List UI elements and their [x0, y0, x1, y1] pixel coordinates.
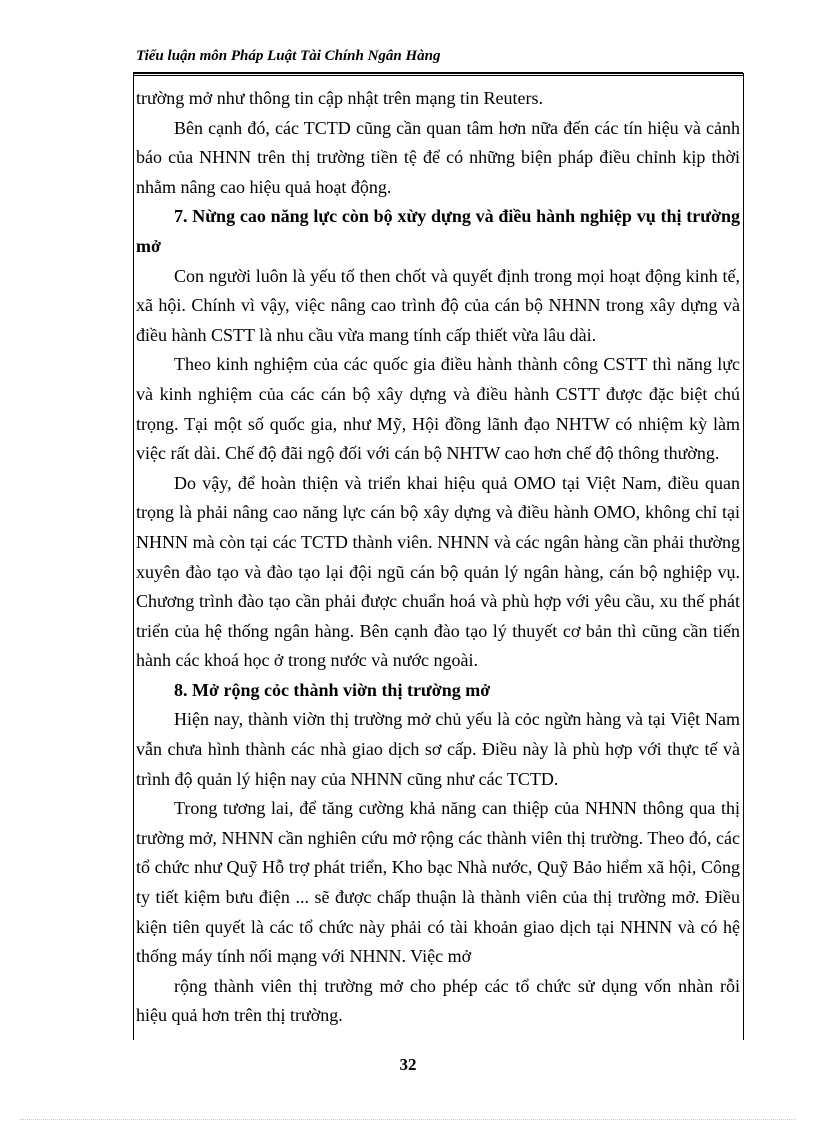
paragraph: Hiện nay, thành viờn thị trường mở chủ yếu là cỏc ngừn hàng và tại Việt Nam vẫn chưa hình thành các nhà giao dịch sơ cấp. Điều này là phù hợp với thực tế và trình độ quản lý hiện nay của NHNN cũng như các TCTD.: [136, 709, 740, 789]
page-frame-right: [743, 73, 744, 1040]
paragraph: Theo kinh nghiệm của các quốc gia điều hành thành công CSTT thì năng lực và kinh nghiệm của các cán bộ xây dựng và điều hành CSTT được đặc biệt chú trọng. Tại một số quốc gia, như Mỹ, Hội đồng lãnh đạo NHTW có nhiệm kỳ làm việc rất dài. Chế độ đãi ngộ đối với cán bộ NHTW cao hơn chế độ thông thường.: [136, 354, 740, 464]
paragraph: rộng thành viên thị trường mở cho phép các tổ chức sử dụng vốn nhàn rỗi hiệu quả hơn trên thị trường.: [136, 975, 740, 1026]
section-heading: 7. Nừng cao năng lực còn bộ xừy dựng và điều hành nghiệp vụ thị trường mở: [136, 206, 740, 256]
paragraph: Con người luôn là yếu tố then chốt và quyết định trong mọi hoạt động kinh tế, xã hội. Chính vì vậy, việc nâng cao trình độ của cán bộ NHNN trong xây dựng và điều hành CSTT là nhu cầu vừa mang tính cấp thiết vừa lâu dài.: [136, 265, 740, 345]
running-header: Tiểu luận môn Pháp Luật Tài Chính Ngân Hàng: [136, 48, 441, 64]
paragraph: Trong tương lai, để tăng cường khả năng can thiệp của NHNN thông qua thị trường mở, NHNN cần nghiên cứu mở rộng các thành viên thị trường. Theo đó, các tổ chức như Quỹ Hỗ trợ phát triển, Kho bạc Nhà nước, Quỹ Bảo hiểm xã hội, Công ty tiết kiệm bưu điện ... sẽ được chấp thuận là thành viên của thị trường mở. Điều kiện tiên quyết là các tổ chức này phải có tài khoản giao dịch tại NHNN và có hệ thống máy tính nối mạng với NHNN. Việc mở: [136, 798, 740, 967]
paragraph: trường mở như thông tin cập nhật trên mạng tin Reuters.: [136, 88, 543, 108]
paragraph: Do vậy, để hoàn thiện và triển khai hiệu quả OMO tại Việt Nam, điều quan trọng là phải nâng cao năng lực cán bộ xây dựng và điều hành OMO, không chỉ tại NHNN mà còn tại các TCTD thành viên. NHNN và các ngân hàng cần phải thường xuyên đào tạo và đào tạo lại đội ngũ cán bộ quản lý ngân hàng, cán bộ nghiệp vụ. Chương trình đào tạo cần phải được chuẩn hoá và phù hợp với yêu cầu, xu thế phát triển của hệ thống ngân hàng. Bên cạnh đào tạo lý thuyết cơ bản thì cũng cần tiến hành các khoá học ở trong nước và nước ngoài.: [136, 472, 740, 671]
header-rule: [133, 72, 743, 74]
page-frame-left: [133, 73, 134, 1040]
bottom-dotted-line: [20, 1119, 796, 1120]
header-rule-thin: [133, 75, 743, 76]
document-body: [136, 84, 740, 1031]
page-number: 32: [399, 1055, 417, 1074]
section-heading: 8. Mở rộng cỏc thành viờn thị trường mở: [174, 679, 491, 700]
paragraph: Bên cạnh đó, các TCTD cũng cần quan tâm hơn nữa đến các tín hiệu và cảnh báo của NHNN trên thị trường tiền tệ để có những biện pháp điều chỉnh kịp thời nhằm nâng cao hiệu quả hoạt động.: [136, 117, 740, 197]
